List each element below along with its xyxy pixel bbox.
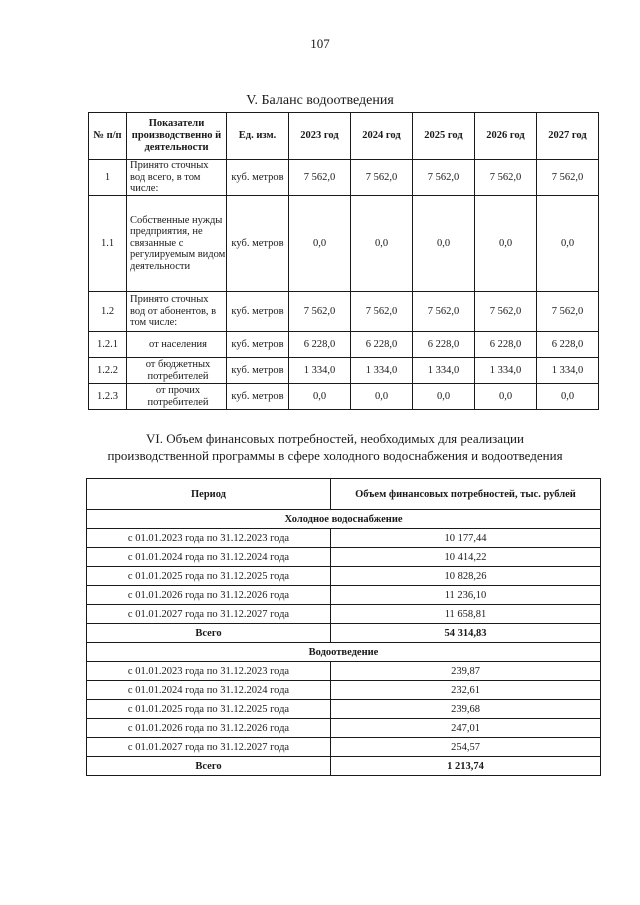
total-label: Всего — [87, 757, 331, 776]
table-row — [87, 548, 601, 567]
col-period-header: Период — [87, 479, 331, 510]
row-value: 6 228,0 — [413, 332, 475, 358]
row-indicator: Принято сточных вод от абонентов, в том числе: — [127, 292, 227, 332]
group-header-row — [87, 510, 601, 529]
row-value: 7 562,0 — [351, 160, 413, 196]
row-value: 7 562,0 — [475, 160, 537, 196]
row-num: 1.1 — [89, 196, 127, 292]
row-value: 1 334,0 — [351, 358, 413, 384]
row-value: 7 562,0 — [351, 292, 413, 332]
row-indicator: от населения — [127, 332, 227, 358]
row-unit: куб. метров — [227, 292, 289, 332]
page-number: 107 — [310, 36, 330, 51]
row-indicator: от бюджетных потребителей — [127, 358, 227, 384]
group-header-row — [87, 643, 601, 662]
col-year-header: 2024 год — [351, 113, 413, 160]
total-amount: 1 213,74 — [331, 757, 601, 776]
col-year-header: 2023 год — [289, 113, 351, 160]
table-row — [87, 738, 601, 757]
row-amount: 239,87 — [331, 662, 601, 681]
total-row — [87, 757, 601, 776]
table-row — [87, 529, 601, 548]
row-value: 0,0 — [413, 384, 475, 410]
row-value: 6 228,0 — [351, 332, 413, 358]
table-row — [87, 681, 601, 700]
total-label: Всего — [87, 624, 331, 643]
table-row — [89, 358, 599, 384]
row-indicator: Собственные нужды предприятия, не связанные с регулируемым видом деятельности — [127, 196, 227, 292]
row-num: 1.2.2 — [89, 358, 127, 384]
table-row — [87, 700, 601, 719]
section5-title: V. Баланс водоотведения — [246, 93, 394, 108]
row-value: 1 334,0 — [289, 358, 351, 384]
row-value: 6 228,0 — [537, 332, 599, 358]
section6-title-line1: VI. Объем финансовых потребностей, необходимых для реализации — [146, 431, 524, 446]
table-row — [87, 662, 601, 681]
col-unit-header: Ед. изм. — [227, 113, 289, 160]
row-amount: 239,68 — [331, 700, 601, 719]
row-value: 7 562,0 — [413, 160, 475, 196]
row-period: с 01.01.2024 года по 31.12.2024 года — [87, 548, 331, 567]
row-period: с 01.01.2026 года по 31.12.2026 года — [87, 719, 331, 738]
row-amount: 232,61 — [331, 681, 601, 700]
row-amount: 11 658,81 — [331, 605, 601, 624]
row-value: 1 334,0 — [537, 358, 599, 384]
col-year-header: 2026 год — [475, 113, 537, 160]
table-header-row — [89, 113, 599, 160]
row-value: 0,0 — [537, 196, 599, 292]
row-amount: 10 828,26 — [331, 567, 601, 586]
table-header-row — [87, 479, 601, 510]
row-value: 0,0 — [475, 384, 537, 410]
row-num: 1.2.1 — [89, 332, 127, 358]
row-value: 7 562,0 — [537, 292, 599, 332]
row-unit: куб. метров — [227, 160, 289, 196]
group-name: Холодное водоснабжение — [87, 510, 601, 529]
row-period: с 01.01.2027 года по 31.12.2027 года — [87, 738, 331, 757]
row-amount: 11 236,10 — [331, 586, 601, 605]
row-period: с 01.01.2023 года по 31.12.2023 года — [87, 662, 331, 681]
row-unit: куб. метров — [227, 384, 289, 410]
row-period: с 01.01.2025 года по 31.12.2025 года — [87, 567, 331, 586]
row-value: 0,0 — [289, 384, 351, 410]
row-value: 7 562,0 — [289, 292, 351, 332]
table-row — [89, 160, 599, 196]
row-amount: 10 414,22 — [331, 548, 601, 567]
row-value: 7 562,0 — [289, 160, 351, 196]
table-row — [89, 332, 599, 358]
row-amount: 10 177,44 — [331, 529, 601, 548]
col-num-header: № п/п — [89, 113, 127, 160]
total-row — [87, 624, 601, 643]
row-value: 0,0 — [351, 196, 413, 292]
table-row — [89, 196, 599, 292]
row-value: 7 562,0 — [413, 292, 475, 332]
table-row — [89, 384, 599, 410]
row-num: 1 — [89, 160, 127, 196]
table-row — [87, 586, 601, 605]
row-value: 0,0 — [475, 196, 537, 292]
row-num: 1.2 — [89, 292, 127, 332]
row-period: с 01.01.2026 года по 31.12.2026 года — [87, 586, 331, 605]
row-unit: куб. метров — [227, 332, 289, 358]
row-value: 0,0 — [289, 196, 351, 292]
row-value: 1 334,0 — [413, 358, 475, 384]
col-year-header: 2027 год — [537, 113, 599, 160]
row-period: с 01.01.2025 года по 31.12.2025 года — [87, 700, 331, 719]
row-value: 1 334,0 — [475, 358, 537, 384]
section6-title-line2: производственной программы в сфере холодного водоснабжения и водоотведения — [107, 448, 563, 463]
row-value: 0,0 — [413, 196, 475, 292]
financial-needs-table — [86, 478, 601, 776]
row-unit: куб. метров — [227, 358, 289, 384]
total-amount: 54 314,83 — [331, 624, 601, 643]
row-amount: 254,57 — [331, 738, 601, 757]
row-value: 6 228,0 — [475, 332, 537, 358]
row-unit: куб. метров — [227, 196, 289, 292]
row-indicator: Принято сточных вод всего, в том числе: — [127, 160, 227, 196]
row-amount: 247,01 — [331, 719, 601, 738]
row-value: 7 562,0 — [537, 160, 599, 196]
row-value: 7 562,0 — [475, 292, 537, 332]
row-value: 6 228,0 — [289, 332, 351, 358]
row-period: с 01.01.2024 года по 31.12.2024 года — [87, 681, 331, 700]
table-row — [87, 605, 601, 624]
table-row — [87, 567, 601, 586]
col-indicator-header: Показатели производственно й деятельности — [127, 113, 227, 160]
row-period: с 01.01.2027 года по 31.12.2027 года — [87, 605, 331, 624]
col-year-header: 2025 год — [413, 113, 475, 160]
row-value: 0,0 — [537, 384, 599, 410]
wastewater-balance-table — [88, 112, 599, 410]
row-value: 0,0 — [351, 384, 413, 410]
section6-title — [0, 430, 640, 464]
row-period: с 01.01.2023 года по 31.12.2023 года — [87, 529, 331, 548]
row-indicator: от прочих потребителей — [127, 384, 227, 410]
table-row — [87, 719, 601, 738]
col-amount-header: Объем финансовых потребностей, тыс. рублей — [331, 479, 601, 510]
group-name: Водоотведение — [87, 643, 601, 662]
row-num: 1.2.3 — [89, 384, 127, 410]
table-row — [89, 292, 599, 332]
